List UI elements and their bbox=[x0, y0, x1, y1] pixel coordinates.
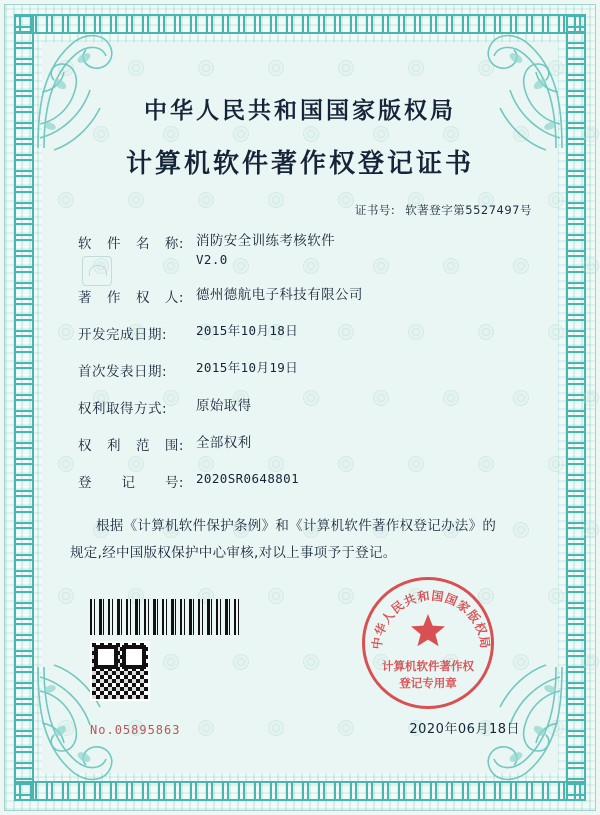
embossed-logo-icon bbox=[82, 256, 112, 286]
code-block bbox=[90, 599, 280, 701]
border-pattern-top bbox=[14, 14, 586, 34]
field-value: 原始取得 bbox=[196, 398, 252, 415]
statement-line-2: 规定,经中国版权保护中心审核,对以上事项予于登记。 bbox=[70, 545, 397, 562]
official-seal bbox=[362, 577, 494, 709]
field-label: 权利取得方式: bbox=[78, 401, 168, 418]
field-row bbox=[78, 286, 540, 306]
field-value-sub: V2.0 bbox=[196, 252, 228, 268]
field-value: 2020SR0648801 bbox=[196, 471, 300, 487]
field-row bbox=[78, 397, 540, 417]
field-label: 首次发表日期: bbox=[78, 364, 168, 381]
field-row bbox=[78, 471, 540, 491]
field-row bbox=[78, 323, 540, 343]
issue-date: 2020年06月18日 bbox=[409, 722, 520, 737]
border-pattern-bottom bbox=[14, 781, 586, 801]
barcode bbox=[90, 599, 240, 635]
svg-text:中华人民共和国国家版权局: 中华人民共和国国家版权局 bbox=[369, 588, 493, 651]
field-value: 消防安全训练考核软件 V2.0 bbox=[196, 232, 540, 269]
border-pattern-right bbox=[566, 14, 586, 801]
border-pattern-left bbox=[14, 14, 34, 801]
page-title: 计算机软件著作权登记证书 bbox=[125, 149, 474, 179]
field-value: 2015年10月19日 bbox=[196, 360, 299, 376]
field-value: 德州德航电子科技有限公司 bbox=[196, 287, 363, 304]
statement-paragraph bbox=[60, 513, 540, 567]
certificate-number-value: 软著登字第5527497号 bbox=[405, 203, 532, 217]
field-label: 软 件 名 称: bbox=[78, 236, 184, 252]
field-value: 全部权利 bbox=[196, 435, 252, 452]
seal-line-1: 计算机软件著作权 bbox=[382, 659, 474, 673]
qr-code bbox=[90, 641, 150, 701]
field-label: 登 记 号: bbox=[78, 475, 184, 492]
field-row bbox=[78, 434, 540, 454]
serial-label: No. bbox=[90, 723, 115, 737]
field-row bbox=[78, 360, 540, 380]
issuer-title: 中华人民共和国国家版权局 bbox=[144, 98, 456, 124]
field-label: 著 作 权 人: bbox=[78, 290, 184, 307]
serial-value: 05895863 bbox=[114, 723, 181, 737]
certificate-content bbox=[60, 60, 540, 755]
seal-line-2: 登记专用章 bbox=[399, 676, 457, 691]
field-label: 权 利 范 围: bbox=[78, 438, 184, 455]
certificate-number bbox=[60, 202, 540, 218]
statement-line-1: 根据《计算机软件保护条例》和《计算机软件著作权登记办法》的 bbox=[96, 518, 497, 535]
field-label: 开发完成日期: bbox=[78, 327, 168, 344]
field-list bbox=[60, 232, 540, 491]
seal-text bbox=[365, 658, 491, 693]
certificate-number-label: 证书号: bbox=[354, 203, 396, 217]
field-value: 2015年10月18日 bbox=[196, 323, 299, 339]
field-row bbox=[78, 232, 540, 269]
serial-number bbox=[90, 723, 180, 737]
